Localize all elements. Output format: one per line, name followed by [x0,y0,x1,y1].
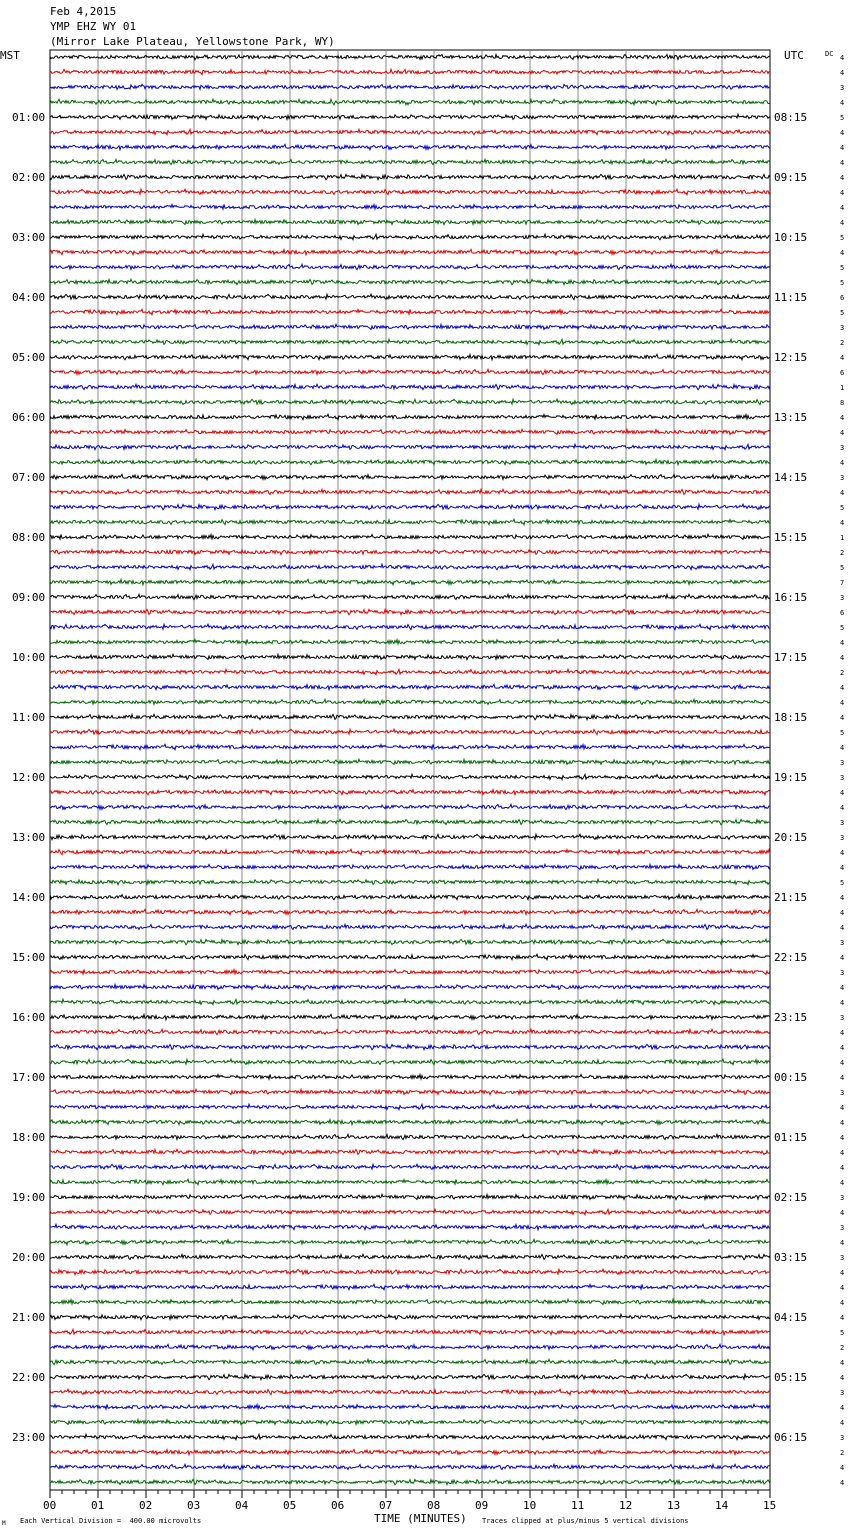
dc-value: 4 [840,743,845,752]
dc-value: 4 [840,1298,845,1307]
x-tick-label: 13 [667,1499,681,1512]
left-hour-label: 12:00 [12,770,46,784]
dc-value: 4 [840,1178,845,1187]
right-hour-label: 00:15 [774,1070,808,1084]
right-hour-label: 18:15 [774,710,808,724]
dc-value: 4 [840,458,845,467]
left-hour-label: 20:00 [12,1250,46,1264]
x-tick-label: 04 [235,1499,249,1512]
dc-value: 3 [840,593,845,602]
dc-value: 4 [840,788,845,797]
right-hour-label: 21:15 [774,890,808,904]
dc-value: 6 [840,293,845,302]
dc-value: 3 [840,443,845,452]
dc-value: 4 [840,188,845,197]
right-hour-label: 20:15 [774,830,808,844]
dc-value: 4 [840,1373,845,1382]
right-hour-label: 19:15 [774,770,808,784]
dc-value: 3 [840,473,845,482]
left-hour-label: 22:00 [12,1370,46,1384]
dc-value: 4 [840,1268,845,1277]
dc-value: 5 [840,563,845,572]
left-hour-label: 03:00 [12,230,46,244]
x-tick-label: 15 [763,1499,777,1512]
dc-value: 4 [840,353,845,362]
chart-date: Feb 4,2015 [50,5,117,18]
dc-value: 2 [840,338,845,347]
dc-value: 4 [840,488,845,497]
left-hour-label: 07:00 [12,470,46,484]
dc-value: 4 [840,998,845,1007]
left-hour-label: 18:00 [12,1130,46,1144]
dc-value: 3 [840,773,845,782]
dc-value: 8 [840,398,845,407]
dc-value: 4 [840,248,845,257]
x-tick-label: 00 [43,1499,57,1512]
left-hour-label: 15:00 [12,950,46,964]
dc-value: 4 [840,863,845,872]
dc-value: 4 [840,1238,845,1247]
left-hour-label: 05:00 [12,350,46,364]
dc-value: 4 [840,1418,845,1427]
dc-value: 6 [840,368,845,377]
left-hour-label: 17:00 [12,1070,46,1084]
dc-value: 4 [840,1133,845,1142]
dc-value: 1 [840,383,845,392]
dc-value: 4 [840,923,845,932]
dc-value: 4 [840,143,845,152]
dc-value: 2 [840,548,845,557]
dc-value: 5 [840,503,845,512]
dc-value: 3 [840,1388,845,1397]
x-tick-label: 08 [427,1499,441,1512]
dc-value: 4 [840,1058,845,1067]
dc-value: 2 [840,1343,845,1352]
left-hour-label: 10:00 [12,650,46,664]
right-hour-label: 06:15 [774,1430,808,1444]
right-hour-label: 05:15 [774,1370,808,1384]
dc-value: 4 [840,68,845,77]
dc-value: 4 [840,1043,845,1052]
dc-value: 4 [840,908,845,917]
dc-value: 4 [840,1028,845,1037]
dc-value: 4 [840,713,845,722]
dc-value: 4 [840,53,845,62]
dc-value: 3 [840,83,845,92]
x-tick-label: 11 [571,1499,585,1512]
left-hour-label: 01:00 [12,110,46,124]
dc-value: 4 [840,518,845,527]
dc-value: 4 [840,1463,845,1472]
dc-value: 4 [840,983,845,992]
dc-value: 4 [840,638,845,647]
scale-note: Each Vertical Division = 400.00 microvolts [20,1517,202,1525]
dc-value: 4 [840,428,845,437]
dc-value: 3 [840,818,845,827]
dc-value: 5 [840,278,845,287]
right-hour-label: 11:15 [774,290,808,304]
x-tick-label: 14 [715,1499,729,1512]
dc-value: 3 [840,1013,845,1022]
dc-value: 4 [840,1103,845,1112]
dc-value: 2 [840,1448,845,1457]
x-axis-title: TIME (MINUTES) [374,1512,467,1525]
right-hour-label: 13:15 [774,410,808,424]
dc-value: 3 [840,758,845,767]
right-hour-label: 02:15 [774,1190,808,1204]
clip-note: Traces clipped at plus/minus 5 vertical divisions [482,1517,689,1525]
dc-value: 4 [840,218,845,227]
left-timezone-label: MST [0,49,20,62]
right-hour-label: 14:15 [774,470,808,484]
corner-mark: M [2,1520,6,1527]
dc-value: 5 [840,878,845,887]
right-hour-label: 10:15 [774,230,808,244]
dc-value: 4 [840,128,845,137]
dc-label: DC [825,50,834,58]
dc-value: 4 [840,1313,845,1322]
dc-value: 4 [840,1073,845,1082]
dc-value: 2 [840,668,845,677]
dc-value: 3 [840,1433,845,1442]
dc-value: 4 [840,1118,845,1127]
left-hour-label: 09:00 [12,590,46,604]
right-hour-label: 09:15 [774,170,808,184]
left-hour-label: 02:00 [12,170,46,184]
dc-value: 5 [840,1328,845,1337]
dc-value: 4 [840,683,845,692]
x-tick-label: 03 [187,1499,201,1512]
dc-value: 3 [840,968,845,977]
dc-value: 4 [840,158,845,167]
dc-value: 5 [840,728,845,737]
dc-value: 5 [840,308,845,317]
dc-value: 4 [840,1208,845,1217]
dc-value: 5 [840,233,845,242]
dc-value: 4 [840,893,845,902]
dc-value: 3 [840,1223,845,1232]
left-hour-label: 08:00 [12,530,46,544]
dc-value: 4 [840,1403,845,1412]
right-hour-label: 23:15 [774,1010,808,1024]
dc-value: 4 [840,1148,845,1157]
x-tick-label: 07 [379,1499,393,1512]
x-axis [50,1490,770,1498]
dc-value: 4 [840,173,845,182]
left-hour-label: 23:00 [12,1430,46,1444]
dc-value: 4 [840,953,845,962]
left-hour-label: 13:00 [12,830,46,844]
dc-value: 3 [840,833,845,842]
dc-value: 4 [840,803,845,812]
dc-value: 5 [840,113,845,122]
left-hour-label: 11:00 [12,710,46,724]
left-hour-label: 04:00 [12,290,46,304]
left-hour-label: 19:00 [12,1190,46,1204]
dc-value: 3 [840,1088,845,1097]
right-hour-label: 12:15 [774,350,808,364]
left-hour-label: 21:00 [12,1310,46,1324]
x-tick-label: 10 [523,1499,537,1512]
dc-value: 3 [840,938,845,947]
x-tick-label: 09 [475,1499,489,1512]
left-hour-label: 14:00 [12,890,46,904]
dc-value: 4 [840,1163,845,1172]
right-hour-label: 03:15 [774,1250,808,1264]
dc-value: 4 [840,1283,845,1292]
dc-value: 6 [840,608,845,617]
dc-value: 4 [840,653,845,662]
dc-value: 3 [840,1253,845,1262]
dc-value: 3 [840,1193,845,1202]
right-hour-label: 17:15 [774,650,808,664]
right-hour-label: 16:15 [774,590,808,604]
right-hour-label: 08:15 [774,110,808,124]
x-tick-label: 12 [619,1499,633,1512]
right-hour-label: 04:15 [774,1310,808,1324]
right-hour-label: 22:15 [774,950,808,964]
dc-value: 4 [840,848,845,857]
dc-value: 5 [840,263,845,272]
left-hour-label: 06:00 [12,410,46,424]
x-tick-label: 06 [331,1499,345,1512]
chart-station: YMP EHZ WY 01 [50,20,137,33]
right-timezone-label: UTC [784,49,804,62]
dc-value: 7 [840,578,845,587]
dc-value: 4 [840,1478,845,1487]
x-tick-label: 01 [91,1499,105,1512]
dc-value: 4 [840,413,845,422]
dc-value: 1 [840,533,845,542]
dc-value: 4 [840,698,845,707]
right-hour-label: 15:15 [774,530,808,544]
chart-location: (Mirror Lake Plateau, Yellowstone Park, WY) [50,35,335,48]
right-hour-label: 01:15 [774,1130,808,1144]
dc-value: 4 [840,203,845,212]
dc-value: 5 [840,623,845,632]
dc-value: 4 [840,98,845,107]
x-tick-label: 02 [139,1499,153,1512]
x-tick-label: 05 [283,1499,297,1512]
dc-value: 4 [840,1358,845,1367]
left-hour-label: 16:00 [12,1010,46,1024]
dc-value: 3 [840,323,845,332]
